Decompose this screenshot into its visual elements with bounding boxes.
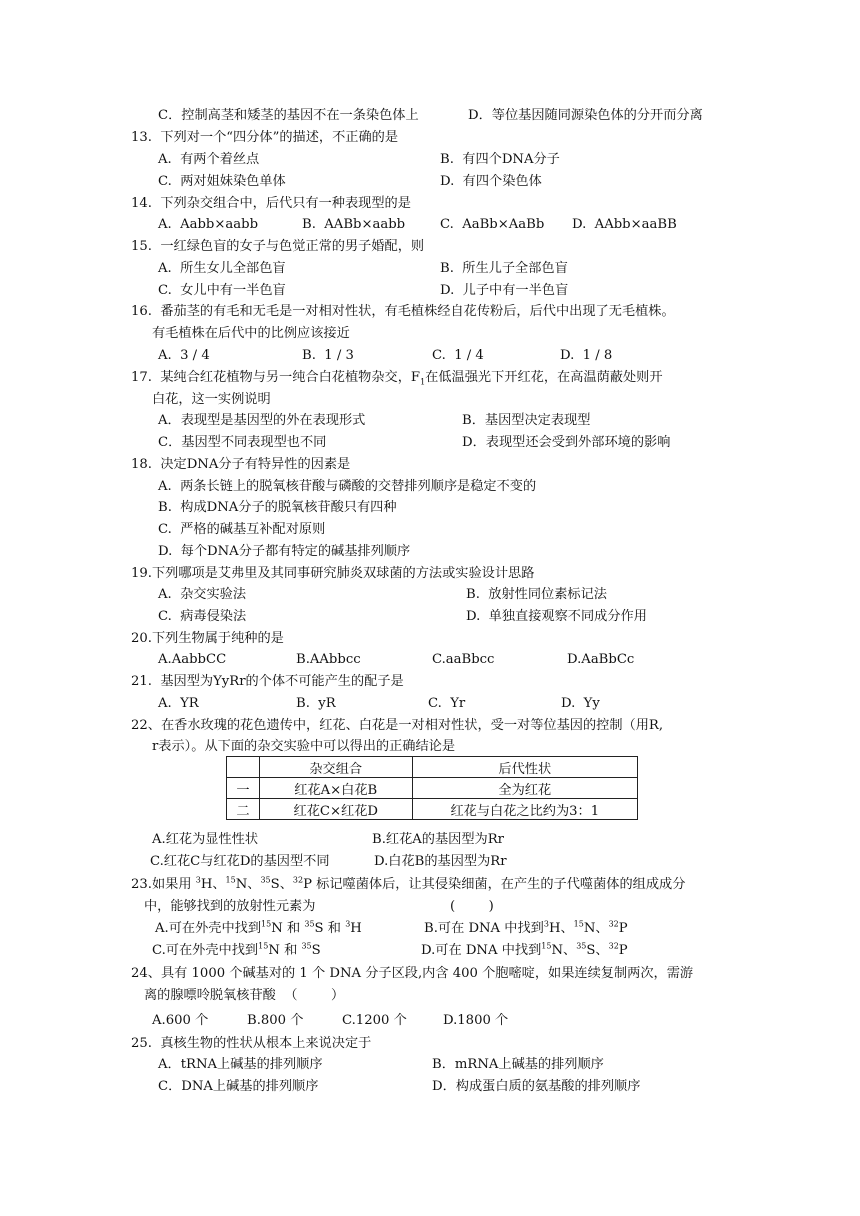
q14-option-d: D. AAbb×aaBB (572, 217, 677, 232)
q23-option-c: C.可在外壳中找到$^{15}$N 和 $^{35}$S (152, 941, 321, 958)
q19-option-b: B. 放射性同位素标记法 (466, 587, 607, 602)
q19-stem: 19.下列哪项是艾弗里及其同事研究肺炎双球菌的方法或实验设计思路 (131, 566, 535, 581)
q20-option-a: A.AabbCC (158, 652, 227, 667)
q24-option-a: A.600 个 (152, 1013, 209, 1028)
q23-option-a: A.可在外壳中找到$^{15}$N 和 $^{35}$S 和 $^3$H (155, 919, 362, 936)
q16-option-c: C. 1 / 4 (432, 348, 484, 363)
q24-option-b: B.800 个 (247, 1013, 304, 1028)
q18-stem: 18. 决定DNA分子有特异性的因素是 (131, 457, 351, 472)
table-cell: 红花与白花之比约为3：1 (412, 799, 637, 820)
q16-stem-line2: 有毛植株在后代中的比例应该接近 (152, 326, 350, 341)
q22-option-a: A.红花为显性性状 (152, 832, 259, 847)
q14-stem: 14. 下列杂交组合中，后代只有一种表现型的是 (131, 196, 411, 211)
q25-option-a: A．tRNA上碱基的排列顺序 (158, 1057, 323, 1072)
q21-option-d: D. Yy (561, 696, 600, 711)
q24-stem-line2: 离的腺嘌呤脱氧核苷酸 （ ） (144, 988, 345, 1003)
table-header-cell: 后代性状 (412, 757, 637, 778)
q21-stem: 21. 基因型为YyRr的个体不可能产生的配子是 (131, 674, 404, 689)
q19-option-d: D. 单独直接观察不同成分作用 (466, 609, 647, 624)
table-header-cell (227, 757, 260, 778)
q17-stem-line2: 白花，这一实例说明 (152, 392, 271, 407)
q13-option-d: D. 有四个染色体 (440, 174, 542, 189)
q23-option-b: B.可在 DNA 中找到$^3$H、$^{15}$N、$^{32}$P (424, 919, 628, 936)
q25-option-b: B．mRNA上碱基的排列顺序 (432, 1057, 604, 1072)
q23-stem-line1: 23.如果用 $^3$H、$^{15}$N、$^{35}$S、$^{32}$P 标记噬菌体后，让其侵染细菌，在产生的子代噬菌体的组成成分 (131, 875, 686, 892)
table-row (227, 799, 638, 820)
q15-option-b: B. 所生儿子全部色盲 (440, 261, 568, 276)
q17-option-a: A．表现型是基因型的外在表现形式 (158, 413, 366, 428)
q24-option-d: D.1800 个 (443, 1013, 509, 1028)
q20-stem: 20.下列生物属于纯种的是 (131, 631, 284, 646)
table-cell: 红花A×白花B (259, 778, 412, 799)
q16-option-d: D. 1 / 8 (560, 348, 613, 363)
q15-option-a: A. 所生女儿全部色盲 (158, 261, 286, 276)
q14-option-c: C. AaBb×AaBb (440, 217, 545, 232)
q25-option-c: C．DNA上碱基的排列顺序 (158, 1079, 319, 1094)
q14-option-b: B. AABb×aabb (302, 217, 406, 232)
q22-stem-line2: r表示）。从下面的杂交实验中可以得出的正确结论是 (152, 739, 456, 754)
q21-option-c: C. Yr (428, 696, 466, 711)
q16-stem-line1: 16. 番茄茎的有毛和无毛是一对相对性状，有毛植株经自花传粉后，后代中出现了无毛植株。 (131, 304, 675, 319)
q13-option-b: B. 有四个DNA分子 (440, 152, 560, 167)
q20-option-c: C.aaBbcc (432, 652, 495, 667)
q13-option-c: C. 两对姐妹染色单体 (158, 174, 286, 189)
q18-option-a: A. 两条长链上的脱氧核苷酸与磷酸的交替排列顺序是稳定不变的 (158, 479, 537, 494)
q21-option-a: A. YR (158, 696, 199, 711)
q18-option-b: B. 构成DNA分子的脱氧核苷酸只有四种 (158, 500, 397, 515)
q17-option-b: B．基因型决定表现型 (462, 413, 591, 428)
table-cell: 红花C×红花D (259, 799, 412, 820)
q20-option-d: D.AaBbCc (567, 652, 635, 667)
q13-option-a: A. 有两个着丝点 (158, 152, 260, 167)
q16-option-a: A. 3 / 4 (158, 348, 210, 363)
q13-stem: 13. 下列对一个“四分体”的描述，不正确的是 (131, 130, 399, 145)
q24-option-c: C.1200 个 (342, 1013, 407, 1028)
q22-option-c: C.红花C与红花D的基因型不同 (150, 854, 330, 869)
q19-option-c: C. 病毒侵染法 (158, 609, 247, 624)
q21-option-b: B. yR (296, 696, 336, 711)
q15-option-c: C. 女儿中有一半色盲 (158, 283, 286, 298)
table-cell: 二 (227, 799, 260, 820)
table-header-row (227, 757, 638, 778)
q15-stem: 15. 一红绿色盲的女子与色觉正常的男子婚配，则 (131, 239, 425, 254)
q14-option-a: A. Aabb×aabb (158, 217, 259, 232)
q17-option-c: C．基因型不同表现型也不同 (158, 435, 327, 450)
table-cell: 全为红花 (412, 778, 637, 799)
q23-option-d: D.可在 DNA 中找到$^{15}$N、$^{35}$S、$^{32}$P (421, 941, 628, 958)
table-cell: 一 (227, 778, 260, 799)
q12-option-d: D．等位基因随同源染色体的分开而分离 (468, 108, 703, 123)
q23-answer-paren: ( ) (450, 899, 494, 914)
q24-stem-line1: 24、具有 1000 个碱基对的 1 个 DNA 分子区段,内含 400 个胞嘧啶，如果连续复制两次，需游 (131, 966, 694, 981)
q16-option-b: B. 1 / 3 (302, 348, 354, 363)
q20-option-b: B.AAbbcc (296, 652, 361, 667)
q19-option-a: A. 杂交实验法 (158, 587, 247, 602)
q22-stem-line1: 22、在香水玫瑰的花色遗传中，红花、白花是一对相对性状，受一对等位基因的控制（用R, (131, 718, 664, 733)
q15-option-d: D. 儿子中有一半色盲 (440, 283, 569, 298)
q23-stem-line2: 中，能够找到的放射性元素为 (144, 899, 316, 914)
q12-option-c: C．控制高茎和矮茎的基因不在一条染色体上 (158, 108, 419, 123)
q17-option-d: D．表现型还会受到外部环境的影响 (462, 435, 671, 450)
q18-option-d: D. 每个DNA分子都有特定的碱基排列顺序 (158, 544, 411, 559)
table-header-cell: 杂交组合 (259, 757, 412, 778)
q17-stem-line1: 17. 某纯合红花植物与另一纯合白花植物杂交，$F_1$在低温强光下开红花，在高温荫蔽处则开 (131, 370, 663, 387)
q18-option-c: C. 严格的碱基互补配对原则 (158, 522, 326, 537)
q25-stem: 25. 真核生物的性状从根本上来说决定于 (131, 1036, 372, 1051)
q25-option-d: D．构成蛋白质的氨基酸的排列顺序 (432, 1079, 641, 1094)
table-row (227, 778, 638, 799)
q22-option-d: D.白花B的基因型为Rr (374, 854, 507, 869)
q22-option-b: B.红花A的基因型为Rr (372, 832, 504, 847)
cross-table (226, 756, 638, 820)
